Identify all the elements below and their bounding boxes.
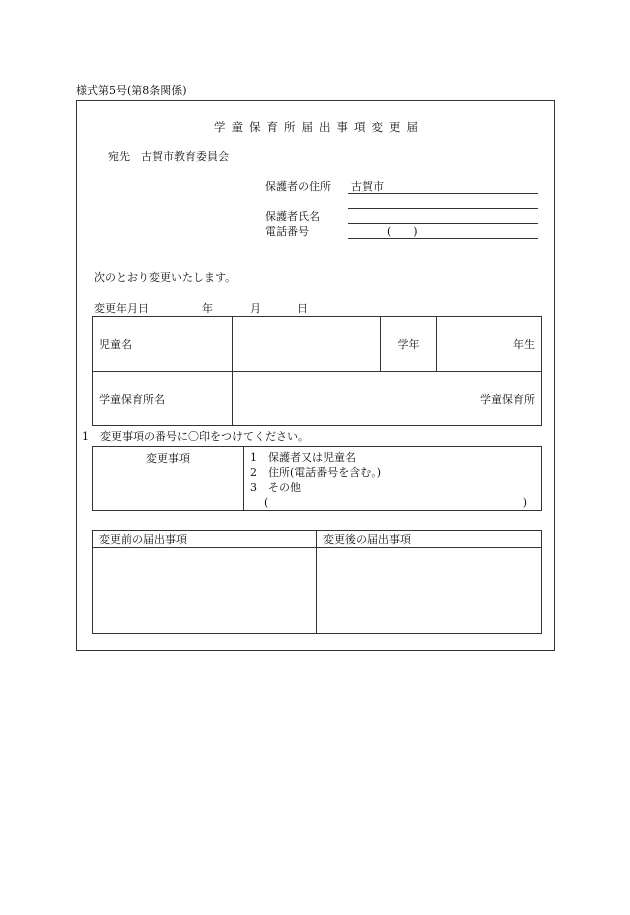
other-open-paren: (	[264, 496, 269, 509]
change-items-options	[244, 447, 542, 511]
address-line-1[interactable]	[348, 193, 538, 194]
grade-field[interactable]: 年生	[437, 317, 542, 372]
before-after-table	[92, 530, 542, 634]
guardian-phone-label: 電話番号	[265, 225, 309, 238]
guardian-name-line[interactable]	[348, 223, 538, 224]
statement-text: 次のとおり変更いたします。	[94, 271, 237, 284]
option-other-detail[interactable]	[250, 495, 535, 510]
grade-label: 学年	[381, 317, 437, 372]
change-items-header: 変更事項	[93, 447, 244, 511]
child-name-label: 児童名	[93, 317, 233, 372]
option-guardian-or-child[interactable]: 1 保護者又は児童名	[250, 451, 356, 464]
form-title: 学童保育所届出事項変更届	[214, 120, 424, 134]
child-info-table	[92, 316, 542, 426]
guardian-address-value: 古賀市	[351, 180, 384, 193]
change-items-table	[92, 446, 542, 511]
child-row	[93, 317, 542, 372]
facility-label: 学童保育所名	[93, 372, 233, 426]
option-address[interactable]: 2 住所(電話番号を含む。)	[250, 466, 382, 479]
change-date-label: 変更年月日	[94, 302, 149, 315]
address-line-2[interactable]	[348, 208, 538, 209]
before-field[interactable]	[93, 548, 317, 634]
guardian-phone-line[interactable]	[348, 238, 538, 239]
form-number-label: 様式第5号(第8条関係)	[76, 84, 187, 97]
change-date-month: 月	[250, 302, 261, 315]
guardian-address-label: 保護者の住所	[265, 180, 331, 193]
before-label: 変更前の届出事項	[93, 531, 317, 548]
addressee: 宛先 古賀市教育委員会	[108, 150, 229, 163]
after-field[interactable]	[317, 548, 542, 634]
option-other[interactable]: 3 その他	[250, 481, 301, 494]
after-label: 変更後の届出事項	[317, 531, 542, 548]
instruction-text: 1 変更事項の番号に〇印をつけてください。	[82, 430, 309, 443]
facility-field[interactable]: 学童保育所	[233, 372, 542, 426]
guardian-name-label: 保護者氏名	[265, 210, 320, 223]
change-date-day: 日	[297, 302, 308, 315]
change-date-year: 年	[202, 302, 213, 315]
facility-row	[93, 372, 542, 426]
other-close-paren: )	[522, 496, 527, 509]
child-name-field[interactable]	[233, 317, 381, 372]
guardian-phone-parens: ( )	[387, 225, 418, 238]
